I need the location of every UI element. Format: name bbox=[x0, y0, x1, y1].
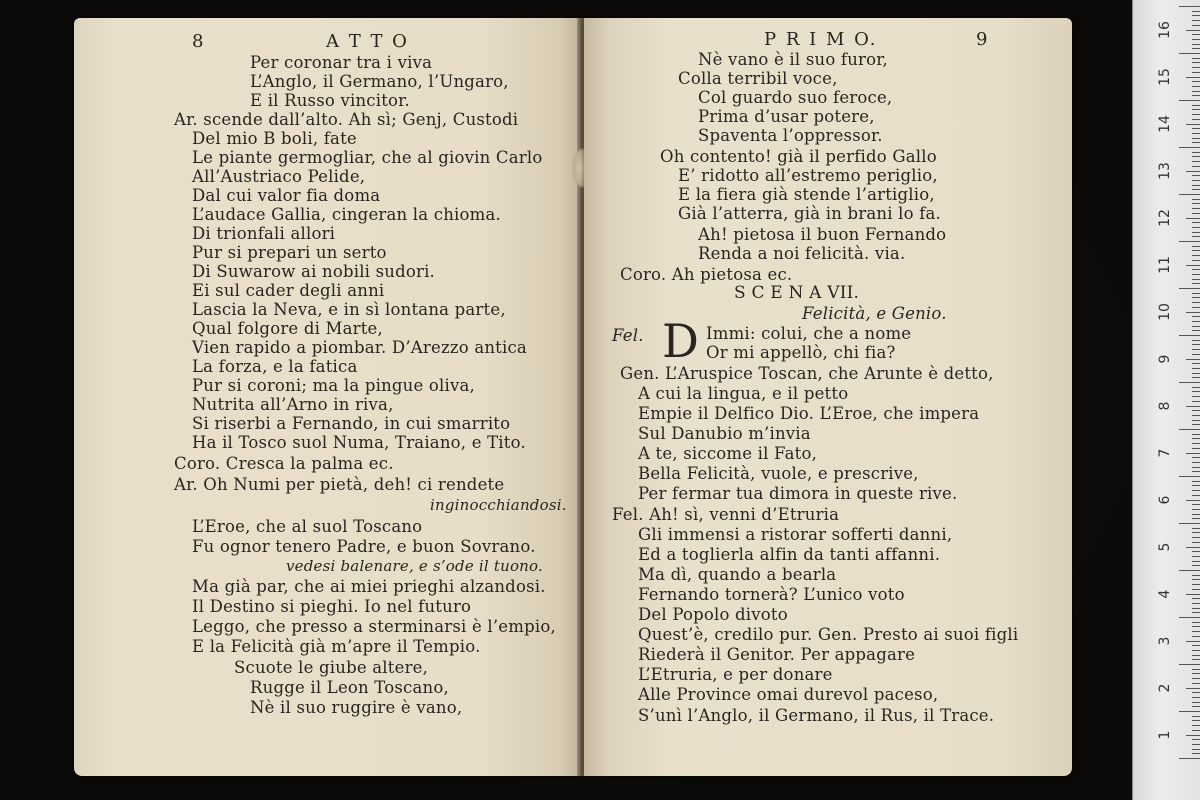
ruler-tick bbox=[1192, 556, 1200, 557]
ruler-tick bbox=[1192, 551, 1200, 552]
ruler-number: 9 bbox=[1157, 354, 1173, 364]
left-line: Coro. Cresca la palma ec. bbox=[174, 454, 394, 473]
left-line: Scuote le giube altere, bbox=[234, 658, 429, 677]
ruler-tick bbox=[1192, 706, 1200, 707]
ruler-tick bbox=[1192, 119, 1200, 120]
ruler-number: 8 bbox=[1157, 401, 1173, 411]
ruler-tick bbox=[1192, 349, 1200, 350]
left-line: Fu ognor tenero Padre, e buon Sovrano. bbox=[192, 537, 536, 556]
ruler-tick bbox=[1192, 589, 1200, 590]
right-line: A cui la lingua, e il petto bbox=[638, 384, 849, 403]
ruler-tick bbox=[1186, 124, 1200, 125]
ruler-tick bbox=[1192, 180, 1200, 181]
left-line: Ei sul cader degli anni bbox=[192, 281, 385, 300]
drop-cap: D bbox=[662, 314, 700, 368]
left-line: Rugge il Leon Toscano, bbox=[250, 678, 449, 697]
ruler-tick bbox=[1186, 453, 1200, 454]
ruler-tick bbox=[1186, 594, 1200, 595]
right-line: Fel. Ah! sì, venni d’Etruria bbox=[612, 505, 840, 524]
right-line: Oh contento! già il perfido Gallo bbox=[660, 147, 937, 166]
ruler-tick bbox=[1192, 95, 1200, 96]
left-line: Del mio B boli, fate bbox=[192, 129, 357, 148]
ruler-tick bbox=[1179, 758, 1200, 759]
ruler-tick bbox=[1192, 626, 1200, 627]
ruler-number: 5 bbox=[1157, 542, 1173, 552]
ruler-tick bbox=[1192, 156, 1200, 157]
ruler-tick bbox=[1192, 166, 1200, 167]
left-line: Ha il Tosco suol Numa, Traiano, e Tito. bbox=[192, 433, 526, 452]
ruler-tick bbox=[1192, 39, 1200, 40]
ruler-number: 7 bbox=[1157, 448, 1173, 458]
ruler-tick bbox=[1192, 283, 1200, 284]
ruler-tick bbox=[1192, 702, 1200, 703]
ruler-tick bbox=[1192, 518, 1200, 519]
left-line: E il Russo vincitor. bbox=[250, 91, 410, 110]
ruler-tick bbox=[1192, 316, 1200, 317]
ruler-tick bbox=[1179, 429, 1200, 430]
ruler-tick bbox=[1192, 692, 1200, 693]
ruler-tick bbox=[1192, 396, 1200, 397]
right-page-number: 9 bbox=[976, 29, 988, 50]
ruler-tick bbox=[1192, 213, 1200, 214]
ruler-tick bbox=[1192, 105, 1200, 106]
ruler-tick bbox=[1192, 274, 1200, 275]
ruler-tick bbox=[1192, 302, 1200, 303]
ruler-tick bbox=[1192, 138, 1200, 139]
ruler-tick bbox=[1192, 650, 1200, 651]
ruler-tick bbox=[1192, 579, 1200, 580]
ruler-tick bbox=[1192, 391, 1200, 392]
ruler-tick bbox=[1192, 739, 1200, 740]
right-line: Riederà il Genitor. Per appagare bbox=[638, 645, 916, 664]
ruler-tick bbox=[1192, 532, 1200, 533]
ruler-tick bbox=[1179, 570, 1200, 571]
left-line: Dal cui valor fia doma bbox=[192, 186, 381, 205]
left-line: Ar. scende dall’alto. Ah sì; Genj, Custodi bbox=[174, 110, 519, 129]
ruler-tick bbox=[1192, 744, 1200, 745]
ruler-tick bbox=[1192, 504, 1200, 505]
right-line: Immi: colui, che a nome bbox=[706, 324, 912, 343]
ruler-tick bbox=[1179, 523, 1200, 524]
ruler-tick bbox=[1192, 109, 1200, 110]
ruler-tick bbox=[1179, 288, 1200, 289]
ruler-tick bbox=[1192, 542, 1200, 543]
ruler-tick bbox=[1192, 340, 1200, 341]
ruler-tick bbox=[1186, 265, 1200, 266]
left-page-number: 8 bbox=[192, 31, 204, 52]
ruler-tick bbox=[1192, 457, 1200, 458]
right-line: E’ ridotto all’estremo periglio, bbox=[678, 166, 938, 185]
ruler-tick bbox=[1192, 34, 1200, 35]
right-line: E la fiera già stende l’artiglio, bbox=[678, 185, 935, 204]
ruler-number: 1 bbox=[1157, 730, 1173, 740]
right-line: Ma dì, quando a bearla bbox=[638, 565, 837, 584]
right-line: Renda a noi felicità. via. bbox=[698, 244, 906, 263]
ruler-tick bbox=[1192, 683, 1200, 684]
ruler-tick bbox=[1192, 297, 1200, 298]
ruler-tick bbox=[1179, 382, 1200, 383]
right-line: L’Etruria, e per donare bbox=[638, 665, 833, 684]
ruler-tick bbox=[1192, 725, 1200, 726]
scene-characters: Felicità, e Genio. bbox=[802, 304, 947, 323]
ruler-tick bbox=[1186, 688, 1200, 689]
left-stage-direction: vedesi balenare, e s’ode il tuono. bbox=[286, 557, 543, 575]
ruler-tick bbox=[1192, 669, 1200, 670]
ruler-tick bbox=[1192, 161, 1200, 162]
ruler-tick bbox=[1186, 735, 1200, 736]
ruler-tick bbox=[1179, 241, 1200, 242]
ruler-tick bbox=[1192, 387, 1200, 388]
ruler-tick bbox=[1186, 359, 1200, 360]
ruler-tick bbox=[1192, 448, 1200, 449]
ruler-tick bbox=[1192, 622, 1200, 623]
right-line: Or mi appellò, chi fia? bbox=[706, 343, 896, 362]
right-line: Per fermar tua dimora in queste rive. bbox=[638, 484, 958, 503]
ruler-tick bbox=[1192, 222, 1200, 223]
ruler-tick bbox=[1192, 584, 1200, 585]
ruler-tick bbox=[1192, 471, 1200, 472]
ruler-tick bbox=[1192, 612, 1200, 613]
left-line: Di trionfali allori bbox=[192, 224, 336, 243]
ruler-number: 6 bbox=[1157, 495, 1173, 505]
ruler-tick bbox=[1192, 175, 1200, 176]
right-line: Spaventa l’oppressor. bbox=[698, 126, 883, 145]
left-line: Si riserbi a Fernando, in cui smarrito bbox=[192, 414, 511, 433]
ruler-tick bbox=[1192, 697, 1200, 698]
ruler-tick bbox=[1179, 335, 1200, 336]
ruler-tick bbox=[1192, 91, 1200, 92]
ruler-tick bbox=[1192, 189, 1200, 190]
ruler-tick bbox=[1192, 326, 1200, 327]
ruler-tick bbox=[1192, 575, 1200, 576]
left-line: All’Austriaco Pelide, bbox=[192, 167, 366, 186]
ruler-tick bbox=[1192, 603, 1200, 604]
ruler-tick bbox=[1192, 307, 1200, 308]
left-line: L’Anglo, il Germano, l’Ungaro, bbox=[250, 72, 509, 91]
right-line: A te, siccome il Fato, bbox=[638, 444, 818, 463]
ruler-number: 2 bbox=[1157, 683, 1173, 693]
left-line: La forza, e la fatica bbox=[192, 357, 358, 376]
right-line: Già l’atterra, già in brani lo fa. bbox=[678, 204, 941, 223]
ruler-tick bbox=[1192, 185, 1200, 186]
ruler-tick bbox=[1192, 537, 1200, 538]
left-line: Leggo, che presso a sterminarsi è l’empio, bbox=[192, 617, 556, 636]
right-line: Alle Province omai durevol paceso, bbox=[638, 685, 939, 704]
ruler-tick bbox=[1192, 199, 1200, 200]
ruler-tick bbox=[1192, 114, 1200, 115]
ruler-tick bbox=[1192, 655, 1200, 656]
left-line: Lascia la Neva, e in sì lontana parte, bbox=[192, 300, 506, 319]
ruler-tick bbox=[1192, 598, 1200, 599]
left-line: Pur si prepari un serto bbox=[192, 243, 387, 262]
ruler-tick bbox=[1192, 72, 1200, 73]
left-page bbox=[74, 18, 580, 776]
ruler-number: 12 bbox=[1157, 209, 1173, 227]
scene-heading: S C E N A VII. bbox=[734, 283, 860, 303]
ruler-tick bbox=[1192, 410, 1200, 411]
ruler-tick bbox=[1192, 279, 1200, 280]
ruler-tick bbox=[1192, 749, 1200, 750]
measuring-ruler bbox=[1132, 0, 1200, 800]
ruler-tick bbox=[1192, 232, 1200, 233]
ruler-tick bbox=[1192, 561, 1200, 562]
ruler-tick bbox=[1192, 227, 1200, 228]
ruler-tick bbox=[1192, 434, 1200, 435]
ruler-tick bbox=[1192, 260, 1200, 261]
ruler-tick bbox=[1192, 608, 1200, 609]
left-line: Pur si coroni; ma la pingue oliva, bbox=[192, 376, 475, 395]
left-line: Di Suwarow ai nobili sudori. bbox=[192, 262, 435, 281]
left-line: Qual folgore di Marte, bbox=[192, 319, 383, 338]
right-line: Gli immensi a ristorar sofferti danni, bbox=[638, 525, 953, 544]
ruler-tick bbox=[1192, 659, 1200, 660]
left-line: Ma già par, che ai miei prieghi alzandosi. bbox=[192, 577, 546, 596]
ruler-tick bbox=[1192, 716, 1200, 717]
ruler-tick bbox=[1192, 81, 1200, 82]
ruler-tick bbox=[1179, 476, 1200, 477]
ruler-tick bbox=[1192, 250, 1200, 251]
ruler-tick bbox=[1192, 363, 1200, 364]
ruler-tick bbox=[1192, 462, 1200, 463]
ruler-tick bbox=[1192, 11, 1200, 12]
ruler-tick bbox=[1192, 293, 1200, 294]
ruler-tick bbox=[1192, 481, 1200, 482]
ruler-tick bbox=[1192, 269, 1200, 270]
ruler-tick bbox=[1192, 424, 1200, 425]
ruler-number: 3 bbox=[1157, 636, 1173, 646]
ruler-tick bbox=[1192, 25, 1200, 26]
ruler-tick bbox=[1192, 58, 1200, 59]
ruler-tick bbox=[1186, 171, 1200, 172]
ruler-tick bbox=[1179, 53, 1200, 54]
ruler-tick bbox=[1186, 641, 1200, 642]
ruler-tick bbox=[1186, 30, 1200, 31]
ruler-tick bbox=[1192, 373, 1200, 374]
right-line: Ah! pietosa il buon Fernando bbox=[698, 225, 947, 244]
left-running-head: A T T O bbox=[326, 31, 409, 52]
ruler-tick bbox=[1192, 133, 1200, 134]
ruler-number: 16 bbox=[1157, 21, 1173, 39]
ruler-tick bbox=[1192, 15, 1200, 16]
ruler-tick bbox=[1179, 664, 1200, 665]
ruler-number: 13 bbox=[1157, 162, 1173, 180]
ruler-tick bbox=[1186, 77, 1200, 78]
ruler-tick bbox=[1192, 142, 1200, 143]
ruler-tick bbox=[1192, 485, 1200, 486]
right-running-head: P R I M O. bbox=[764, 29, 878, 50]
ruler-tick bbox=[1179, 6, 1200, 7]
right-line: Fernando tornerà? L’unico voto bbox=[638, 585, 905, 604]
left-line: Le piante germogliar, che al giovin Carlo bbox=[192, 148, 543, 167]
right-page bbox=[584, 18, 1072, 776]
ruler-tick bbox=[1192, 44, 1200, 45]
ruler-tick bbox=[1192, 490, 1200, 491]
ruler-tick bbox=[1192, 730, 1200, 731]
right-line: Prima d’usar potere, bbox=[698, 107, 875, 126]
ruler-tick bbox=[1192, 443, 1200, 444]
ruler-tick bbox=[1179, 711, 1200, 712]
ruler-tick bbox=[1192, 678, 1200, 679]
right-line: Empie il Delfico Dio. L’Eroe, che impera bbox=[638, 404, 980, 423]
ruler-tick bbox=[1192, 344, 1200, 345]
right-line: Del Popolo divoto bbox=[638, 605, 788, 624]
right-line: S’unì l’Anglo, il Germano, il Rus, il Trace. bbox=[638, 706, 995, 725]
right-line: Colla terribil voce, bbox=[678, 69, 838, 88]
ruler-tick bbox=[1179, 194, 1200, 195]
ruler-tick bbox=[1192, 152, 1200, 153]
ruler-tick bbox=[1192, 673, 1200, 674]
ruler-tick bbox=[1192, 62, 1200, 63]
ruler-tick bbox=[1179, 100, 1200, 101]
ruler-tick bbox=[1179, 147, 1200, 148]
ruler-tick bbox=[1192, 255, 1200, 256]
ruler-number: 4 bbox=[1157, 589, 1173, 599]
right-line: Sul Danubio m’invia bbox=[638, 424, 811, 443]
ruler-tick bbox=[1179, 617, 1200, 618]
ruler-tick bbox=[1192, 401, 1200, 402]
ruler-tick bbox=[1186, 312, 1200, 313]
left-line: E la Felicità già m’apre il Tempio. bbox=[192, 637, 481, 656]
ruler-tick bbox=[1186, 218, 1200, 219]
left-line: Ar. Oh Numi per pietà, deh! ci rendete bbox=[174, 475, 505, 494]
left-line: Vien rapido a piombar. D’Arezzo antica bbox=[192, 338, 527, 357]
speaker-label: Fel. bbox=[612, 326, 644, 345]
left-line: Nutrita all’Arno in riva, bbox=[192, 395, 394, 414]
ruler-tick bbox=[1192, 20, 1200, 21]
ruler-number: 14 bbox=[1157, 115, 1173, 133]
ruler-tick bbox=[1186, 547, 1200, 548]
ruler-tick bbox=[1192, 528, 1200, 529]
ruler-tick bbox=[1192, 321, 1200, 322]
ruler-tick bbox=[1192, 128, 1200, 129]
ruler-tick bbox=[1192, 377, 1200, 378]
ruler-tick bbox=[1192, 438, 1200, 439]
right-line: Ed a toglierla alfin da tanti affanni. bbox=[638, 545, 941, 564]
ruler-tick bbox=[1192, 467, 1200, 468]
left-line: Il Destino si pieghi. Io nel futuro bbox=[192, 597, 472, 616]
right-line: Quest’è, credilo pur. Gen. Presto ai suoi figli bbox=[638, 625, 1019, 644]
ruler-tick bbox=[1192, 636, 1200, 637]
ruler-tick bbox=[1192, 420, 1200, 421]
ruler-tick bbox=[1192, 86, 1200, 87]
ruler-tick bbox=[1192, 645, 1200, 646]
ruler-tick bbox=[1192, 514, 1200, 515]
ruler-tick bbox=[1192, 208, 1200, 209]
left-line: L’Eroe, che al suol Toscano bbox=[192, 517, 423, 536]
ruler-tick bbox=[1192, 330, 1200, 331]
ruler-tick bbox=[1192, 509, 1200, 510]
right-line: Col guardo suo feroce, bbox=[698, 88, 893, 107]
left-line: Per coronar tra i viva bbox=[250, 53, 433, 72]
ruler-tick bbox=[1192, 354, 1200, 355]
left-stage-direction: inginocchiandosi. bbox=[430, 496, 567, 514]
ruler-tick bbox=[1192, 48, 1200, 49]
ruler-tick bbox=[1192, 631, 1200, 632]
left-line: Nè il suo ruggire è vano, bbox=[250, 698, 463, 717]
ruler-tick bbox=[1192, 67, 1200, 68]
ruler-tick bbox=[1192, 415, 1200, 416]
ruler-tick bbox=[1192, 565, 1200, 566]
ruler-tick bbox=[1192, 368, 1200, 369]
right-line: Coro. Ah pietosa ec. bbox=[620, 265, 793, 284]
ruler-tick bbox=[1192, 236, 1200, 237]
ruler-tick bbox=[1192, 753, 1200, 754]
right-line: Nè vano è il suo furor, bbox=[698, 50, 888, 69]
ruler-tick bbox=[1186, 500, 1200, 501]
ruler-number: 10 bbox=[1157, 303, 1173, 321]
ruler-number: 15 bbox=[1157, 68, 1173, 86]
right-line: Bella Felicità, vuole, e prescrive, bbox=[638, 464, 919, 483]
ruler-tick bbox=[1186, 406, 1200, 407]
ruler-tick bbox=[1192, 495, 1200, 496]
ruler-tick bbox=[1192, 203, 1200, 204]
right-line: Gen. L’Aruspice Toscan, che Arunte è detto, bbox=[620, 364, 994, 383]
ruler-tick bbox=[1192, 720, 1200, 721]
left-line: L’audace Gallia, cingeran la chioma. bbox=[192, 205, 501, 224]
ruler-number: 11 bbox=[1157, 256, 1173, 274]
ruler-tick bbox=[1192, 246, 1200, 247]
